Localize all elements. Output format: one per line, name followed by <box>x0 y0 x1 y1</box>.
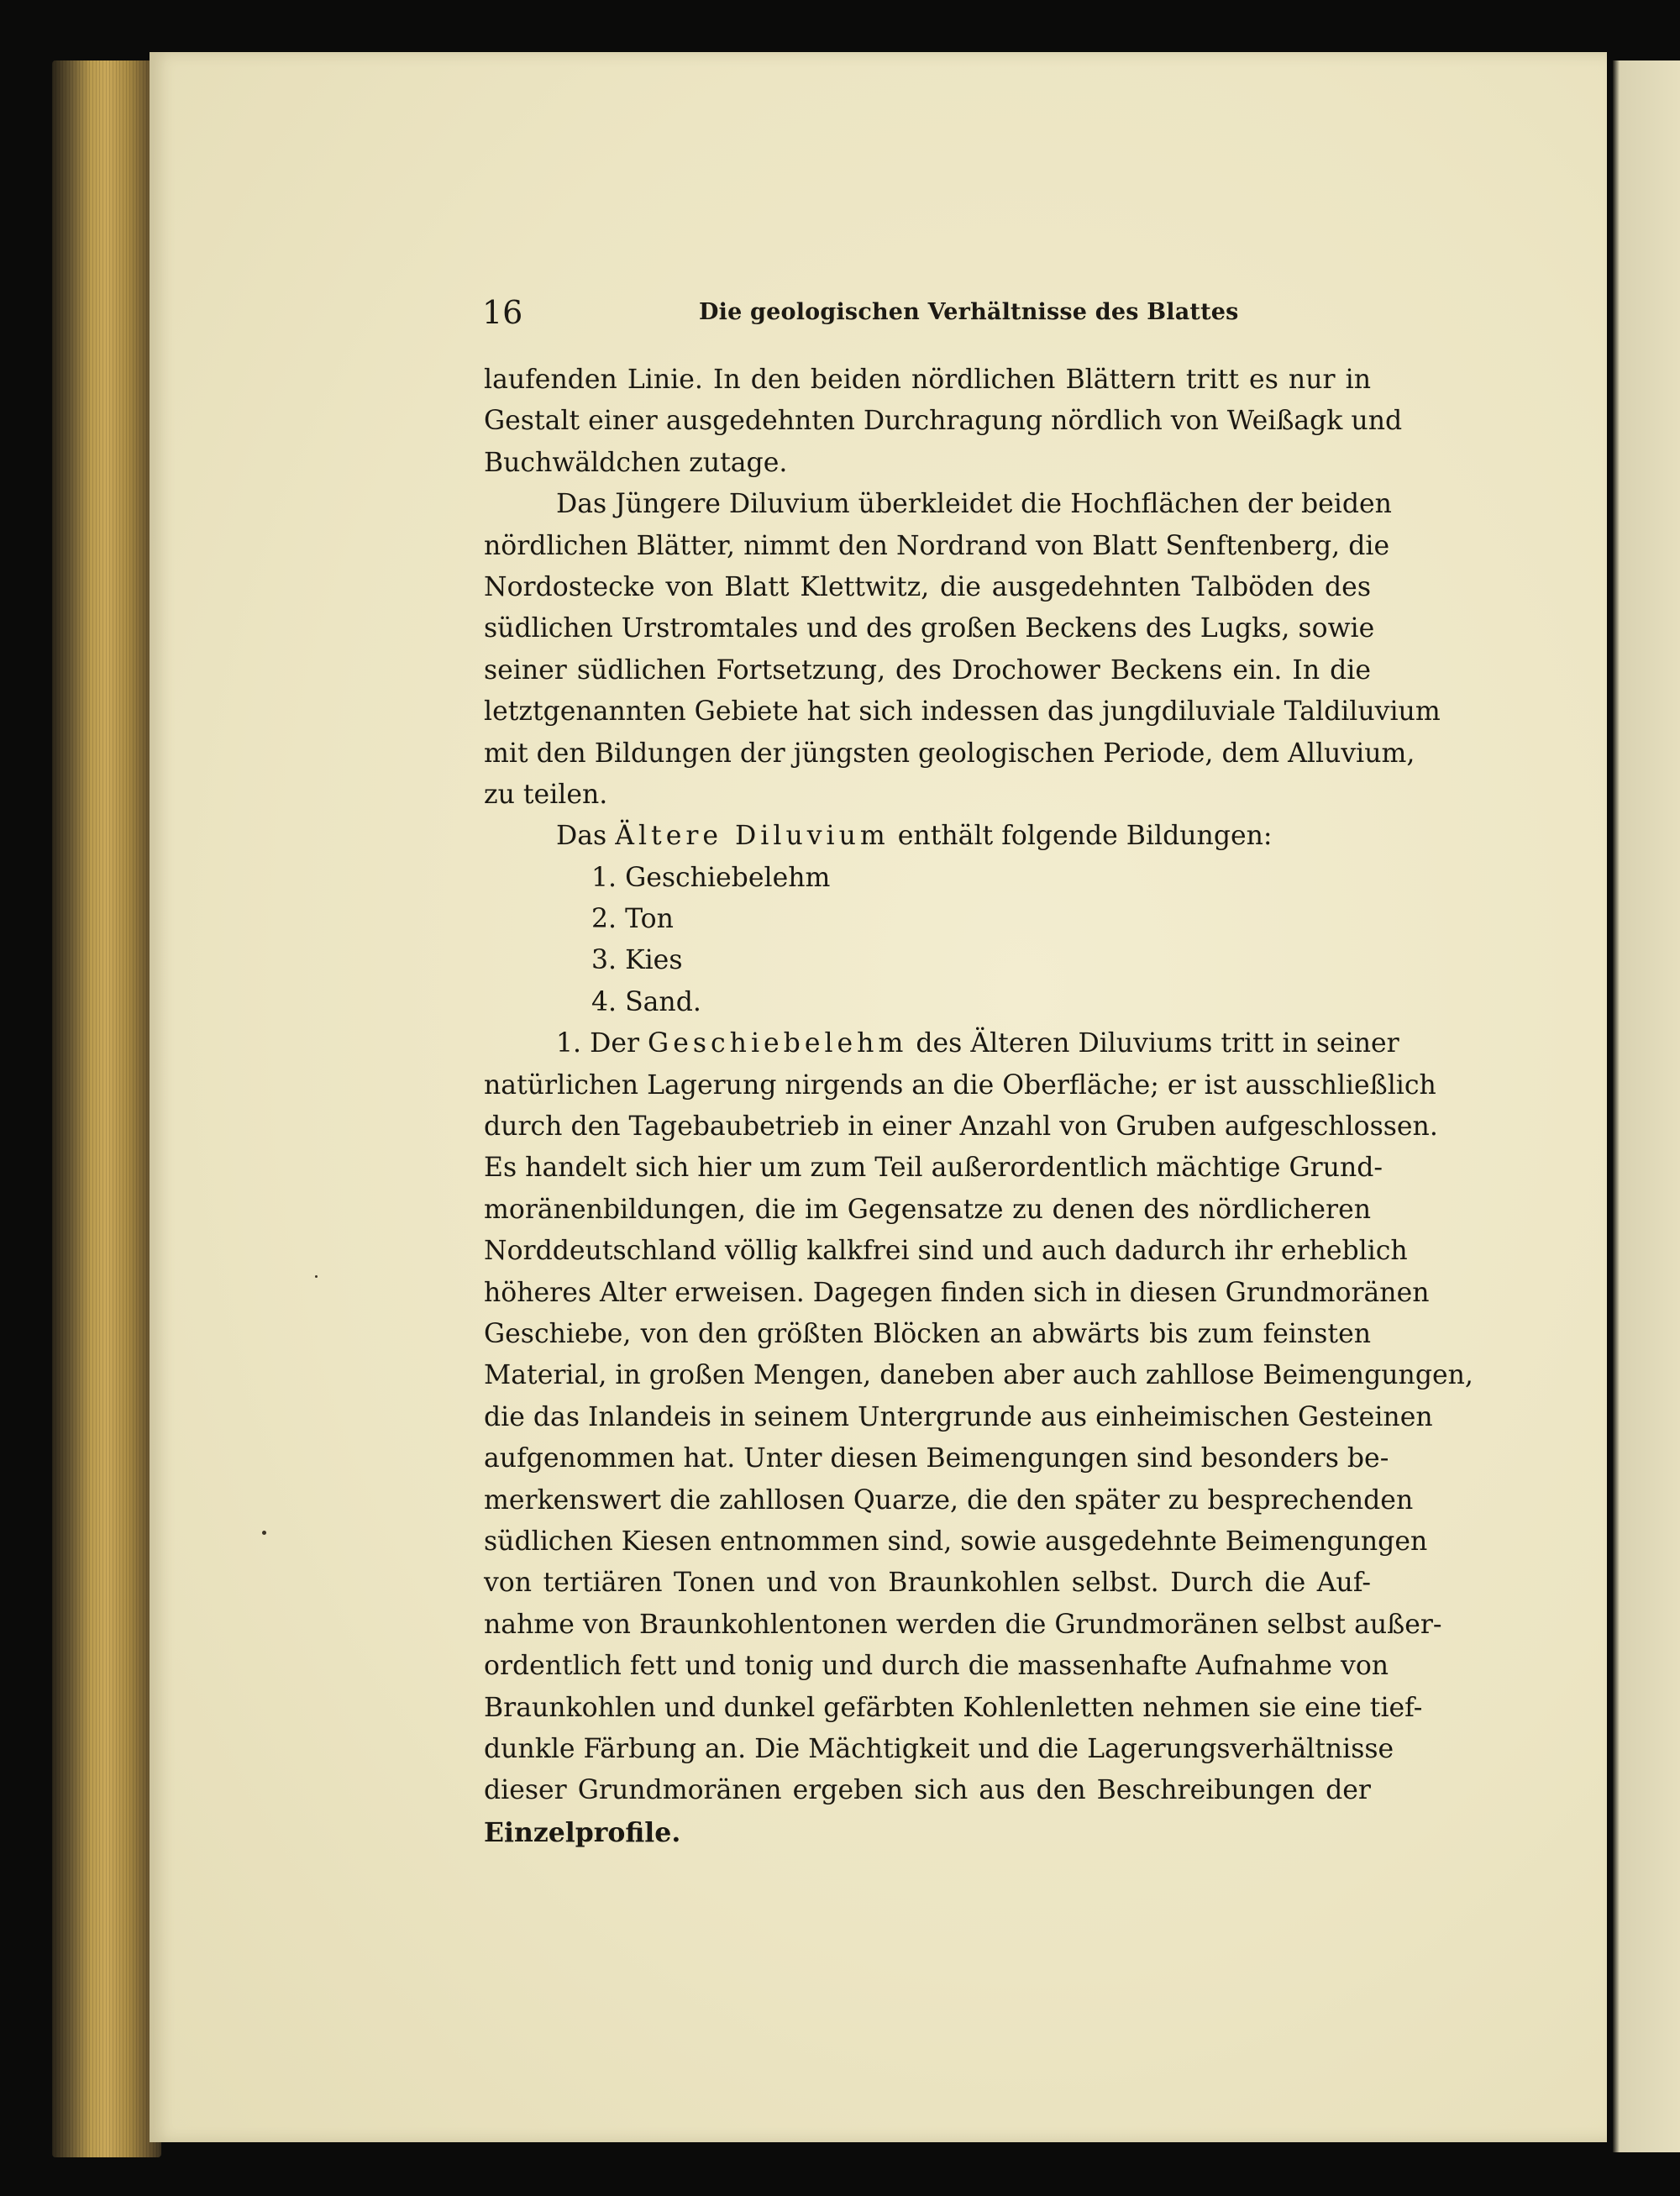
text-line: dunkle Färbung an. Die Mächtigkeit und die Lagerungsverhältnisse <box>484 1733 1394 1764</box>
text-line: laufenden Linie. In den beiden nördlichen Blättern tritt es nur in <box>484 365 1371 395</box>
page-header <box>482 294 1473 344</box>
text-line: aufgenommen hat. Unter diesen Beimengungen sind besonders be- <box>484 1443 1389 1474</box>
text-line: merkenswert die zahllosen Quarze, die den später zu besprechenden <box>484 1484 1414 1516</box>
paper-speck <box>262 1531 266 1535</box>
text-line: Geschiebe, von den größten Blöcken an abwärts bis zum feinsten <box>484 1318 1371 1349</box>
list-item: 4. Sand. <box>591 986 701 1017</box>
text-line: natürlichen Lagerung nirgends an die Oberfläche; er ist ausschließlich <box>484 1069 1436 1101</box>
paper-speck <box>315 1275 318 1278</box>
text-line: moränenbildungen, die im Gegensatze zu denen des nördlicheren <box>484 1194 1371 1225</box>
facing-page-edge <box>1613 60 1680 2152</box>
text-line: seiner südlichen Fortsetzung, des Drochower Beckens ein. In die <box>484 654 1371 686</box>
emphasis-term: Ältere Diluvium <box>615 821 890 852</box>
text-line: Nordostecke von Blatt Klettwitz, die ausgedehnten Talböden des <box>484 571 1371 602</box>
text-line: mit den Bildungen der jüngsten geologischen Periode, dem Alluvium, <box>484 738 1415 769</box>
list-item: 1. Geschiebelehm <box>591 862 831 893</box>
text-line: ordentlich fett und tonig und durch die massenhafte Aufnahme von <box>484 1651 1389 1682</box>
text-line-mixed <box>484 1023 1399 1064</box>
body-text <box>484 360 1473 1853</box>
text-run: des Älteren Diluviums tritt in seiner <box>907 1028 1399 1059</box>
text-line: Einzelprofile. <box>484 1816 681 1848</box>
text-line: Braunkohlen und dunkel gefärbten Kohlenletten nehmen sie eine tief- <box>484 1692 1423 1723</box>
text-line: Das Jüngere Diluvium überkleidet die Hochflächen der beiden <box>556 489 1392 520</box>
page-edges <box>52 60 161 2157</box>
text-line: nahme von Braunkohlentonen werden die Grundmoränen selbst außer- <box>484 1609 1442 1640</box>
list-item: 3. Kies <box>591 945 683 976</box>
page-number: 16 <box>482 294 523 331</box>
text-line-mixed <box>484 816 1371 857</box>
text-run: 1. Der <box>556 1028 648 1059</box>
text-run: enthält folgende Bildungen: <box>889 821 1273 852</box>
text-line: durch den Tagebaubetrieb in einer Anzahl von Gruben aufgeschlossen. <box>484 1111 1438 1143</box>
text-line: Gestalt einer ausgedehnten Durchragung nördlich von Weißagk und <box>484 406 1403 437</box>
text-line: dieser Grundmoränen ergeben sich aus den Beschreibungen der <box>484 1775 1371 1806</box>
text-line: Buchwäldchen zutage. <box>484 447 788 478</box>
text-line: südlichen Kiesen entnommen sind, sowie ausgedehnte Beimengungen <box>484 1526 1428 1557</box>
text-line: zu teilen. <box>484 779 608 810</box>
list-item: 2. Ton <box>591 904 674 935</box>
text-run: Das <box>556 821 616 852</box>
text-line: Es handelt sich hier um zum Teil außerordentlich mächtige Grund- <box>484 1153 1383 1184</box>
text-line: südlichen Urstromtales und des großen Beckens des Lugks, sowie <box>484 613 1375 644</box>
text-line: letztgenannten Gebiete hat sich indessen das jungdiluviale Taldiluvium <box>484 696 1441 728</box>
emphasis-term: Geschiebelehm <box>648 1028 908 1059</box>
text-line: höheres Alter erweisen. Dagegen finden sich in diesen Grundmoränen <box>484 1277 1430 1308</box>
text-line: Material, in großen Mengen, daneben aber auch zahllose Beimengungen, <box>484 1360 1473 1391</box>
text-line: Norddeutschland völlig kalkfrei sind und auch dadurch ihr erheblich <box>484 1236 1408 1267</box>
text-line: von tertiären Tonen und von Braunkohlen selbst. Durch die Auf- <box>484 1568 1371 1599</box>
running-title: Die geologischen Verhältnisse des Blattes <box>699 299 1239 325</box>
text-line: nördlichen Blätter, nimmt den Nordrand von Blatt Senftenberg, die <box>484 530 1390 561</box>
text-line: die das Inlandeis in seinem Untergrunde aus einheimischen Gesteinen <box>484 1401 1433 1432</box>
